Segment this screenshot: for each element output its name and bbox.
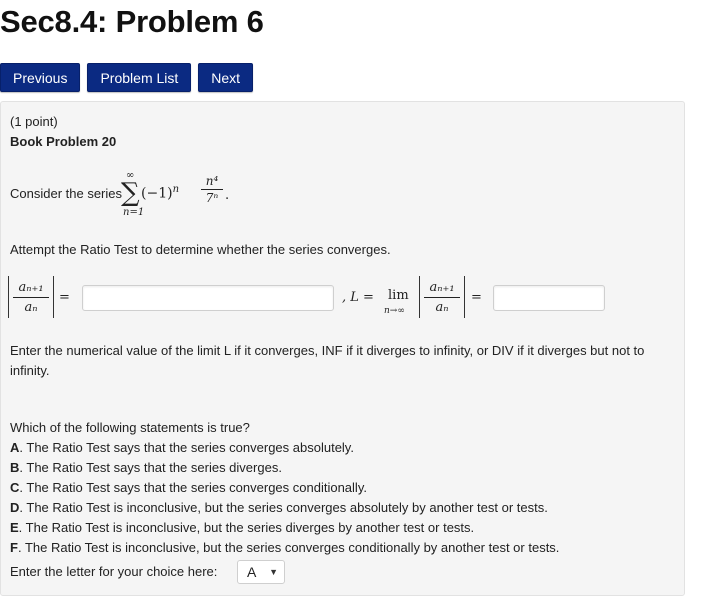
choice-selected-value: A xyxy=(247,564,257,580)
series-fraction xyxy=(201,174,223,205)
option-text: . The Ratio Test is inconclusive, but the series diverges by another test or tests. xyxy=(18,520,475,535)
limit-ratio-expression xyxy=(419,276,465,318)
problem-body xyxy=(0,101,685,596)
series-expression xyxy=(121,168,231,220)
previous-button[interactable]: Previous xyxy=(0,63,80,92)
option-e xyxy=(10,520,474,535)
attempt-text: Attempt the Ratio Test to determine whether the series converges. xyxy=(10,242,391,257)
option-d xyxy=(10,500,548,515)
option-text: . The Ratio Test says that the series converges conditionally. xyxy=(19,480,367,495)
limit-ratio-denominator: aₙ xyxy=(435,300,449,315)
limit-label: , L = xyxy=(342,290,374,305)
consider-text: Consider the series xyxy=(10,186,122,201)
option-c xyxy=(10,480,367,495)
lim-operator: lim xyxy=(388,288,409,303)
equals-sign-2: = xyxy=(471,290,482,305)
sign-exponent: n xyxy=(172,184,180,195)
series-term xyxy=(141,184,179,202)
choice-select[interactable] xyxy=(237,560,285,584)
series-period: . xyxy=(225,188,230,203)
option-text: . The Ratio Test says that the series diverges. xyxy=(19,460,282,475)
option-letter: D xyxy=(10,500,20,515)
choice-prompt: Enter the letter for your choice here: xyxy=(10,564,218,579)
limit-ratio-fraction-bar xyxy=(424,297,460,298)
question-text: Which of the following statements is true? xyxy=(10,420,250,435)
ratio-fraction-bar xyxy=(13,297,49,298)
option-letter: A xyxy=(10,440,20,455)
sigma-symbol: ∑ xyxy=(121,178,140,208)
sum-lower-limit: n=1 xyxy=(123,207,145,218)
limit-ratio-numerator: aₙ₊₁ xyxy=(429,280,455,295)
book-problem-label: Book Problem 20 xyxy=(10,134,117,149)
point-value: (1 point) xyxy=(10,114,58,129)
option-letter: E xyxy=(10,520,19,535)
sum-upper-limit: ∞ xyxy=(126,170,135,181)
lim-subscript: n→∞ xyxy=(384,306,405,316)
limit-answer-input[interactable] xyxy=(493,285,605,311)
fraction-denominator: 7ⁿ xyxy=(205,191,219,205)
next-button[interactable]: Next xyxy=(198,63,253,92)
sign-factor: (−1) xyxy=(141,185,173,202)
option-text: . The Ratio Test is inconclusive, but the series converges absolutely by another test or tests. xyxy=(19,500,548,515)
chevron-down-icon: ▼ xyxy=(269,567,278,577)
problem-list-button[interactable]: Problem List xyxy=(87,63,191,92)
ratio-numerator: aₙ₊₁ xyxy=(18,280,44,295)
option-a xyxy=(10,440,354,455)
fraction-numerator: n⁴ xyxy=(201,174,223,190)
ratio-expression xyxy=(8,276,54,318)
option-f xyxy=(10,540,559,555)
option-text: . The Ratio Test says that the series converges absolutely. xyxy=(19,440,354,455)
option-letter: B xyxy=(10,460,20,475)
limit-instructions: Enter the numerical value of the limit L if it converges, INF if it diverges to infinity, or DIV if it diverges but not to infinity. xyxy=(10,343,645,378)
option-text: . The Ratio Test is inconclusive, but the series converges conditionally by another test or tests. xyxy=(17,540,560,555)
option-letter: F xyxy=(10,540,18,555)
ratio-denominator: aₙ xyxy=(24,300,38,315)
ratio-answer-input[interactable] xyxy=(82,285,334,311)
option-letter: C xyxy=(10,480,20,495)
equals-sign: = xyxy=(59,290,70,305)
problem-nav xyxy=(0,63,253,92)
option-b xyxy=(10,460,282,475)
page-title: Sec8.4: Problem 6 xyxy=(0,4,264,39)
